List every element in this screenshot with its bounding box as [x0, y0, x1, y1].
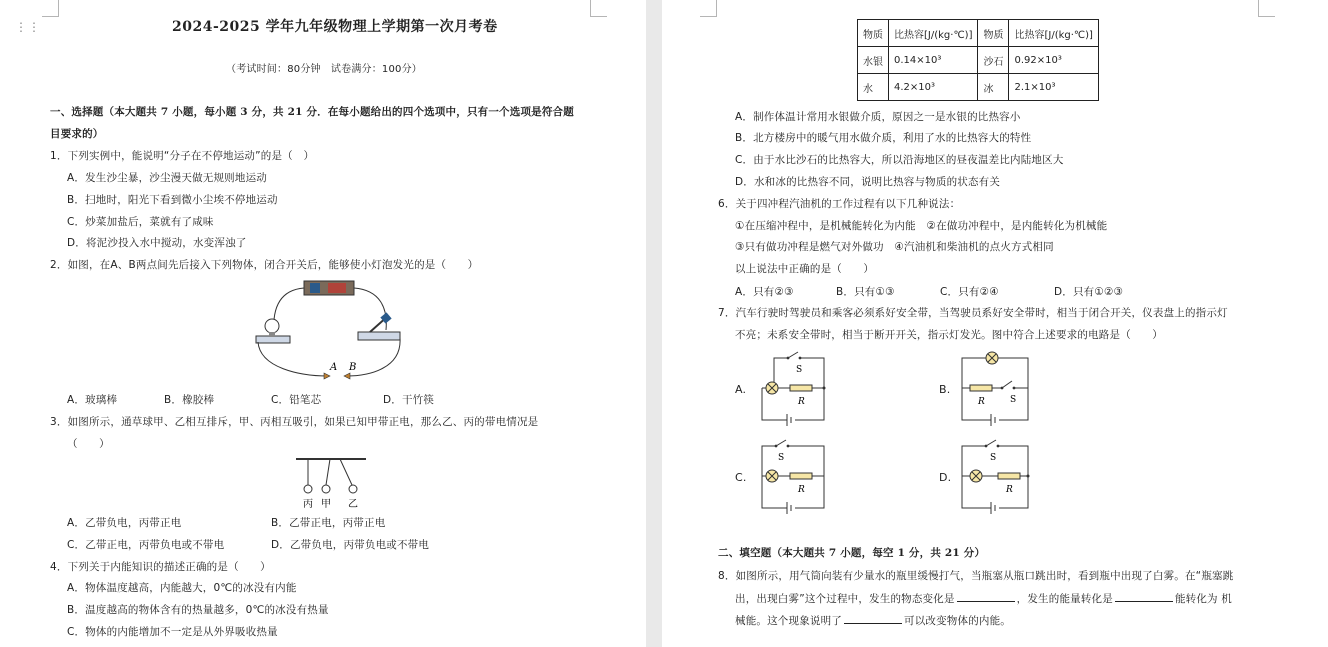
q1-option-c: C．炒菜加盐后，菜就有了咸味	[67, 216, 214, 228]
q3-option-d: D．乙带负电，丙带负电或不带电	[271, 539, 430, 551]
q7-b-switch-label: S	[1010, 395, 1017, 405]
q6-option-a: A．只有②③	[735, 286, 794, 298]
q3-stem: 3．如图所示，通草球甲、乙相互排斥，甲、丙相互吸引，如果已知甲带正电，那么乙、丙的带电情况是	[50, 416, 539, 428]
table-header-cell: 比热容[J/(kg·℃)]	[889, 20, 978, 47]
q7-circuit-c	[754, 436, 834, 516]
q6-statement-2: ③只有做功冲程是燃气对外做功 ④汽油机和柴油机的点火方式相同	[735, 241, 1054, 253]
q2-label-a: A	[330, 362, 338, 373]
q8-text: 械能。这个现象说明了	[735, 615, 842, 627]
q8-text: 可以改变物体的内能。	[904, 615, 1011, 627]
q4-option-c: C．物体的内能增加不一定是从外界吸收热量	[67, 626, 278, 638]
q7-circuit-b	[958, 348, 1038, 428]
q7-circuit-d	[958, 436, 1038, 516]
q6-statement-1: ①在压缩冲程中，是机械能转化为内能 ②在做功冲程中，是内能转化为机械能	[735, 220, 1108, 232]
q4-option-b: B．温度越高的物体含有的热量越多，0℃的冰没有热量	[67, 604, 329, 616]
q8-text: 能转化为 机	[1174, 593, 1232, 605]
q7-d-resistor-label: R	[1006, 485, 1013, 495]
table-cell: 0.92×10³	[1009, 47, 1098, 74]
q7-stem: 7．汽车行驶时驾驶员和乘客必须系好安全带，当驾驶员系好安全带时，相当于闭合开关，仪表盘上的指示灯	[718, 307, 1228, 319]
q3-label-jia: 甲	[321, 499, 331, 510]
exam-subtitle: （考试时间：80分钟 试卷满分：100分）	[226, 64, 423, 75]
q8-line3	[735, 613, 1011, 628]
q7-option-c-label: C.	[735, 471, 747, 484]
table-header-cell: 物质	[858, 20, 889, 47]
specific-heat-table	[857, 19, 1099, 101]
q7-d-switch-label: S	[990, 453, 997, 463]
q3-option-a: A．乙带负电，丙带正电	[67, 517, 182, 529]
q3-label-yi: 乙	[348, 499, 358, 510]
q3-label-bing: 丙	[303, 499, 313, 510]
crop-mark	[1258, 0, 1275, 17]
crop-mark	[700, 0, 717, 17]
q5-option-a: A．制作体温计常用水银做介质，原因之一是水银的比热容小	[735, 111, 1021, 123]
q8-text: 出，出现白雾”这个过程中，发生的物态变化是	[735, 593, 955, 605]
section2-heading: 二、填空题（本大题共 7 小题，每空 1 分，共 21 分）	[718, 547, 986, 559]
table-row	[858, 47, 1099, 74]
q7-b-resistor-label: R	[978, 397, 985, 407]
q2-option-c: C．铅笔芯	[271, 394, 322, 406]
q7-circuit-a	[754, 348, 834, 428]
table-header-cell: 物质	[978, 20, 1009, 47]
table-cell: 冰	[978, 74, 1009, 101]
q7-c-switch-label: S	[778, 453, 785, 463]
table-cell: 0.14×10³	[889, 47, 978, 74]
q3-paren: （ ）	[67, 438, 110, 450]
q7-stem-cont: 不亮；未系安全带时，相当于断开开关，指示灯发光。图中符合上述要求的电路是（ ）	[735, 329, 1163, 341]
q7-a-resistor-label: R	[798, 397, 805, 407]
table-row	[858, 74, 1099, 101]
q2-option-a: A．玻璃棒	[67, 394, 118, 406]
q5-option-c: C．由于水比沙石的比热容大，所以沿海地区的昼夜温差比内陆地区大	[735, 154, 1064, 166]
q7-a-switch-label: S	[796, 365, 803, 375]
table-cell: 2.1×10³	[1009, 74, 1098, 101]
page-right	[662, 0, 1328, 647]
q1-option-b: B．扫地时，阳光下看到微小尘埃不停地运动	[67, 194, 278, 206]
q7-option-a-label: A.	[735, 383, 747, 396]
q2-option-b: B．橡胶棒	[164, 394, 215, 406]
q5-option-b: B．北方楼房中的暖气用水做介质，利用了水的比热容大的特性	[735, 132, 1032, 144]
q1-stem: 1．下列实例中，能说明“分子在不停地运动”的是（ ）	[50, 150, 315, 162]
table-header-cell: 比热容[J/(kg·℃)]	[1009, 20, 1098, 47]
q7-c-resistor-label: R	[798, 485, 805, 495]
q8-blank-1[interactable]	[957, 591, 1015, 602]
page-left	[0, 0, 646, 647]
table-cell: 水银	[858, 47, 889, 74]
drag-handle-icon[interactable]: ⋮⋮	[15, 20, 41, 34]
q3-option-b: B．乙带正电，丙带正电	[271, 517, 386, 529]
q6-statement-3: 以上说法中正确的是（ ）	[735, 263, 875, 275]
q1-option-a: A．发生沙尘暴，沙尘漫天做无规则地运动	[67, 172, 267, 184]
exam-title: 2024-2025 学年九年级物理上学期第一次月考卷	[172, 19, 498, 35]
section1-heading-cont: 目要求的）	[50, 128, 104, 140]
q8-line2	[735, 591, 1232, 606]
q1-option-d: D．将泥沙投入水中搅动，水变浑浊了	[67, 237, 247, 249]
crop-mark	[590, 0, 607, 17]
q7-option-d-label: D.	[939, 471, 952, 484]
q6-stem: 6．关于四冲程汽油机的工作过程有以下几种说法：	[718, 198, 961, 210]
q2-option-d: D．干竹筷	[383, 394, 435, 406]
q2-stem: 2．如图，在A、B两点间先后接入下列物体，闭合开关后，能够使小灯泡发光的是（ ）	[50, 259, 479, 271]
table-cell: 水	[858, 74, 889, 101]
q4-option-a: A．物体温度越高，内能越大，0℃的冰没有内能	[67, 582, 297, 594]
q6-option-c: C．只有②④	[940, 286, 999, 298]
q8-blank-3[interactable]	[844, 613, 902, 624]
q2-label-b: B	[349, 362, 357, 373]
q8-line1: 8．如图所示，用气筒向装有少量水的瓶里缓慢打气，当瓶塞从瓶口跳出时，看到瓶中出现了白雾。在“瓶塞跳	[718, 570, 1234, 582]
q5-option-d: D．水和冰的比热容不同，说明比热容与物质的状态有关	[735, 176, 1001, 188]
table-cell: 4.2×10³	[889, 74, 978, 101]
q6-option-d: D．只有①②③	[1054, 286, 1124, 298]
q8-text: ，发生的能量转化是	[1016, 593, 1113, 605]
table-row	[858, 20, 1099, 47]
q3-option-c: C．乙带正电，丙带负电或不带电	[67, 539, 225, 551]
q3-pith-ball-figure	[292, 454, 372, 512]
crop-mark	[42, 0, 59, 17]
section1-heading: 一、选择题（本大题共 7 小题，每小题 3 分，共 21 分．在每小题给出的四个选项中，只有一个选项是符合题	[50, 106, 574, 118]
q4-stem: 4．下列关于内能知识的描述正确的是（ ）	[50, 561, 271, 573]
q6-option-b: B．只有①③	[836, 286, 895, 298]
q7-option-b-label: B.	[939, 383, 951, 396]
q2-circuit-figure	[250, 278, 410, 388]
q8-blank-2[interactable]	[1115, 591, 1173, 602]
table-cell: 沙石	[978, 47, 1009, 74]
